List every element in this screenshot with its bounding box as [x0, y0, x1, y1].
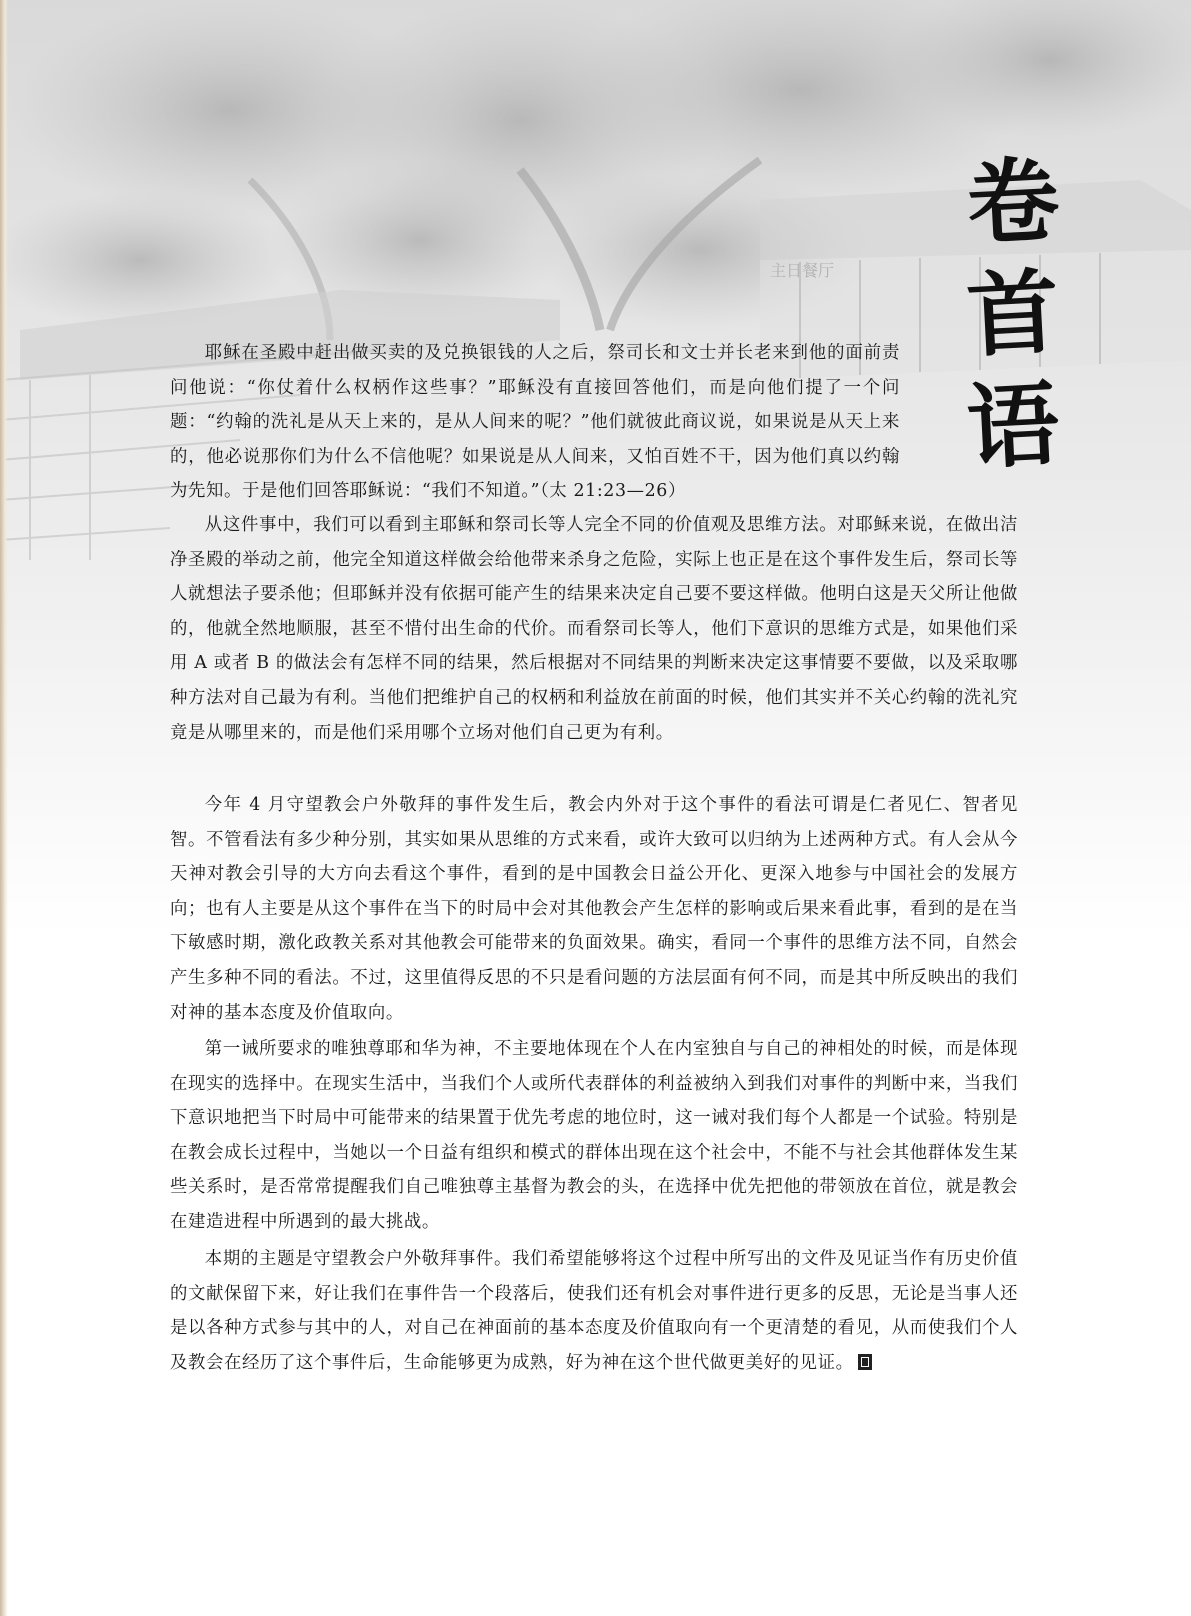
- article-paragraph-last: [170, 1242, 1018, 1380]
- title-char: 卷: [964, 145, 1062, 259]
- end-of-article-icon: [858, 1354, 872, 1370]
- title-char: 首: [964, 257, 1062, 371]
- article-paragraph: 耶稣在圣殿中赶出做买卖的及兑换银钱的人之后，祭司长和文士并长老来到他的面前责问他说：“你仗着什么权柄作这些事？”耶稣没有直接回答他们，而是向他们提了一个问题：“约翰的洗礼是从天上来的，是从人间来的呢？”他们就彼此商议说，如果说是从天上来的，他必说那你们为什么不信他呢？如果说是从人间来，又怕百姓不干，因为他们真以约翰为先知。于是他们回答耶稣说：“我们不知道。”（太 21:23—26）: [170, 343, 900, 502]
- page-title: [964, 145, 1062, 483]
- article-paragraph: 从这件事中，我们可以看到主耶稣和祭司长等人完全不同的价值观及思维方法。对耶稣来说，在做出洁净圣殿的举动之前，他完全知道这样做会给他带来杀身之危险，实际上也正是在这个事件发生后，祭司长等人就想法子要杀他；但耶稣并没有依据可能产生的结果来决定自己要不要这样做。他明白这是天父所让他做的，他就全然地顺服，甚至不惜付出生命的代价。而看祭司长等人，他们下意识的思维方式是，如果他们采用 A 或者 B 的做法会有怎样不同的结果，然后根据对不同结果的判断来决定这事情要不要做，以及采取哪种方法对自己最为有利。当他们把维护自己的权柄和利益放在前面的时候，他们其实并不关心约翰的洗礼究竟是从哪里来的，而是他们采用哪个立场对他们自己更为有利。: [170, 515, 1018, 743]
- article-paragraph-text: 本期的主题是守望教会户外敬拜事件。我们希望能够将这个过程中所写出的文件及见证当作有历史价值的文献保留下来，好让我们在事件告一个段落后，使我们还有机会对事件进行更多的反思，无论是当事人还是以各种方式参与其中的人，对自己在神面前的基本态度及价值取向有一个更清楚的看见，从而使我们个人及教会在经历了这个事件后，生命能够更为成熟，好为神在这个世代做更美好的见证。: [170, 1249, 1018, 1373]
- title-char: 语: [964, 369, 1062, 483]
- page-binding-edge: [0, 0, 8, 1616]
- article-paragraph: 第一诫所要求的唯独尊耶和华为神，不主要地体现在个人在内室独自与自己的神相处的时候，而是体现在现实的选择中。在现实生活中，当我们个人或所代表群体的利益被纳入到我们对事件的判断中来，当我们下意识地把当下时局中可能带来的结果置于优先考虑的地位时，这一诫对我们每个人都是一个试验。特别是在教会成长过程中，当她以一个日益有组织和模式的群体出现在这个社会中，不能不与社会其他群体发生某些关系时，是否常常提醒我们自己唯独尊主基督为教会的头，在选择中优先把他的带领放在首位，就是教会在建造进程中所遇到的最大挑战。: [170, 1039, 1018, 1232]
- article-paragraph: 今年 4 月守望教会户外敬拜的事件发生后，教会内外对于这个事件的看法可谓是仁者见仁、智者见智。不管看法有多少种分别，其实如果从思维的方式来看，或许大致可以归纳为上述两种方式。有人会从今天神对教会引导的大方向去看这个事件，看到的是中国教会日益公开化、更深入地参与中国社会的发展方向；也有人主要是从这个事件在当下的时局中会对其他教会产生怎样的影响或后果来看此事，看到的是在当下敏感时期，激化政教关系对其他教会可能带来的负面效果。确实，看同一个事件的思维方法不同，自然会产生多种不同的看法。不过，这里值得反思的不只是看问题的方法层面有何不同，而是其中所反映出的我们对神的基本态度及价值取向。: [170, 795, 1018, 1023]
- sign-text: 主日餐厅: [770, 261, 835, 280]
